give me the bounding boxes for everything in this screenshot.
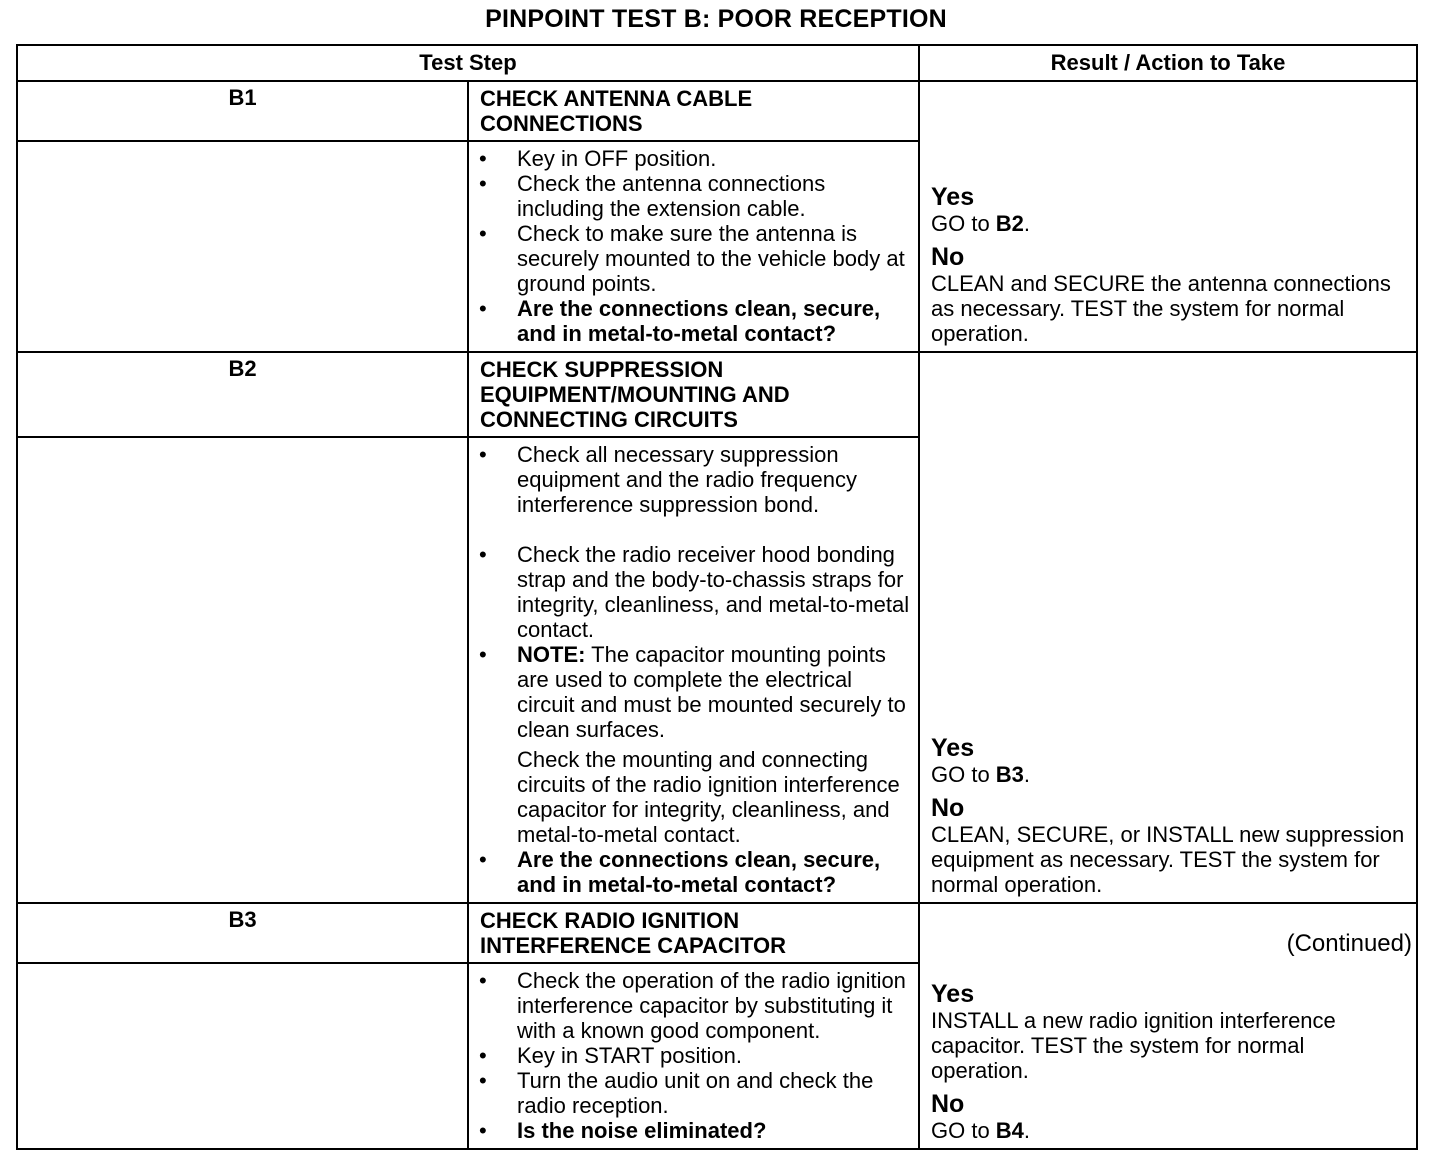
list-item: • Are the connections clean, secure, and in metal-to-metal contact? — [479, 296, 881, 346]
list-item: • Is the noise eliminated? — [479, 1118, 767, 1143]
step-b2-result — [919, 352, 1417, 903]
list-item: • Are the connections clean, secure, and in metal-to-metal contact? — [479, 847, 881, 897]
no-action: CLEAN and SECURE the antenna connections as necessary. TEST the system for normal operation. — [931, 271, 1391, 346]
note-label: NOTE: — [517, 642, 586, 667]
pinpoint-test-table — [16, 44, 1418, 1150]
header-result-action: Result / Action to Take — [919, 45, 1417, 81]
list-item: • Check the radio receiver hood bonding strap and the body-to-chassis straps for integrity, cleanliness, and metal-to-metal contact. — [479, 542, 910, 642]
list-item: • Check the operation of the radio ignition interference capacitor by substituting it with a known good component. — [479, 968, 906, 1043]
yes-label: Yes — [931, 734, 975, 762]
yes-action: GO to B2. — [931, 211, 1031, 236]
step-number: B3 — [17, 903, 468, 963]
no-action: CLEAN, SECURE, or INSTALL new suppression equipment as necessary. TEST the system for normal operation. — [931, 822, 1405, 897]
step-b3-instructions — [468, 963, 919, 1149]
step-heading: CHECK ANTENNA CABLE CONNECTIONS — [468, 81, 919, 141]
list-item: • Check the antenna connections including the extension cable. — [479, 171, 826, 221]
continued-label: (Continued) — [1286, 930, 1412, 957]
list-item: • Key in START position. — [479, 1043, 742, 1068]
step-b3-heading-row — [17, 903, 1417, 963]
step-b1-heading-row — [17, 81, 1417, 141]
step-b1-instructions — [468, 141, 919, 352]
step-b2-heading-row — [17, 352, 1417, 437]
yes-action: GO to B3. — [931, 762, 1031, 787]
step-heading: CHECK RADIO IGNITION INTERFERENCE CAPACITOR — [468, 903, 919, 963]
step-b2-instructions — [468, 437, 919, 903]
list-item: • Turn the audio unit on and check the radio reception. — [479, 1068, 874, 1118]
no-label: No — [931, 1090, 965, 1118]
yes-action: INSTALL a new radio ignition interference capacitor. TEST the system for normal operation. — [931, 1008, 1336, 1083]
no-label: No — [931, 794, 965, 822]
no-label: No — [931, 243, 965, 271]
list-item: • NOTE: The capacitor mounting points are used to complete the electrical circuit and must be mounted securely to clean surfaces. — [479, 642, 906, 742]
yes-label: Yes — [931, 183, 975, 211]
list-item: Check the mounting and connecting circuits of the radio ignition interference capacitor for integrity, cleanliness, and metal-to-metal contact. — [517, 747, 900, 847]
step-number: B2 — [17, 352, 468, 437]
list-item: • Key in OFF position. — [479, 146, 717, 171]
no-action: GO to B4. — [931, 1118, 1031, 1143]
list-item: • Check to make sure the antenna is securely mounted to the vehicle body at ground points. — [479, 221, 905, 296]
step-heading: CHECK SUPPRESSION EQUIPMENT/MOUNTING AND CONNECTING CIRCUITS — [468, 352, 919, 437]
table-header-row — [17, 45, 1417, 81]
step-b1-result — [919, 81, 1417, 352]
header-test-step: Test Step — [17, 45, 919, 81]
yes-label: Yes — [931, 980, 975, 1008]
page-title: PINPOINT TEST B: POOR RECEPTION — [485, 5, 947, 33]
list-item: • Check all necessary suppression equipment and the radio frequency interference suppression bond. — [479, 442, 858, 517]
step-number: B1 — [17, 81, 468, 141]
